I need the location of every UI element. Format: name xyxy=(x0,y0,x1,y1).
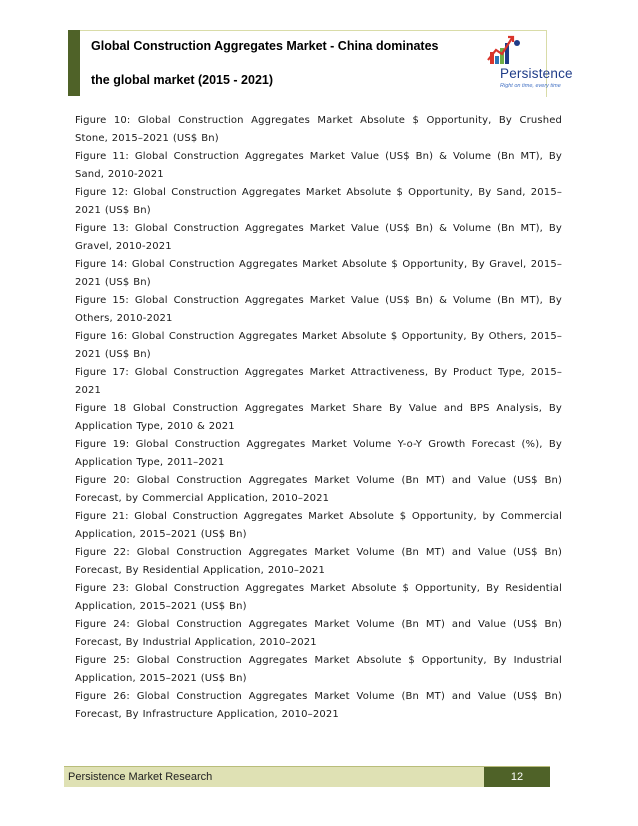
page-footer xyxy=(64,766,550,787)
figure-list-item: Figure 10: Global Construction Aggregates Market Absolute $ Opportunity, By Crushed Stone, 2015–2021 (US$ Bn) xyxy=(75,115,562,144)
figure-list-item: Figure 26: Global Construction Aggregates Market Volume (Bn MT) and Value (US$ Bn) Forecast, By Infrastructure Application, 2010–2021 xyxy=(75,691,562,720)
figure-list-item: Figure 19: Global Construction Aggregates Market Volume Y-o-Y Growth Forecast (%), By Application Type, 2011–2021 xyxy=(75,439,562,468)
figure-list-item: Figure 14: Global Construction Aggregates Market Absolute $ Opportunity, By Gravel, 2015–2021 (US$ Bn) xyxy=(75,259,562,288)
figure-list xyxy=(75,112,562,724)
report-title-line2: the global market (2015 - 2021) xyxy=(91,73,274,87)
report-title-line1: Global Construction Aggregates Market - China dominates xyxy=(91,39,439,53)
figure-list-item: Figure 22: Global Construction Aggregates Market Volume (Bn MT) and Value (US$ Bn) Forecast, By Residential Application, 2010–2021 xyxy=(75,547,562,576)
figure-list-item: Figure 12: Global Construction Aggregates Market Absolute $ Opportunity, By Sand, 2015–2021 (US$ Bn) xyxy=(75,187,562,216)
logo-tagline: Right on time, every time xyxy=(500,83,561,89)
figure-list-item: Figure 25: Global Construction Aggregates Market Absolute $ Opportunity, By Industrial Application, 2015–2021 (US$ Bn) xyxy=(75,655,562,684)
page-number: 12 xyxy=(484,767,550,787)
figure-list-item: Figure 23: Global Construction Aggregates Market Absolute $ Opportunity, By Residential Application, 2015–2021 (US$ Bn) xyxy=(75,583,562,612)
report-title xyxy=(91,39,471,87)
figure-list-item: Figure 16: Global Construction Aggregates Market Absolute $ Opportunity, By Others, 2015–2021 (US$ Bn) xyxy=(75,331,562,360)
figure-list-item: Figure 17: Global Construction Aggregates Market Attractiveness, By Product Type, 2015–2021 xyxy=(75,367,562,396)
figure-list-item: Figure 20: Global Construction Aggregates Market Volume (Bn MT) and Value (US$ Bn) Forecast, by Commercial Application, 2010–2021 xyxy=(75,475,562,504)
figure-list-item: Figure 15: Global Construction Aggregates Market Value (US$ Bn) & Volume (Bn MT), By Others, 2010-2021 xyxy=(75,295,562,324)
figure-list-item: Figure 11: Global Construction Aggregates Market Value (US$ Bn) & Volume (Bn MT), By Sand, 2010-2021 xyxy=(75,151,562,180)
header-accent-bar xyxy=(68,30,80,96)
figure-list-item: Figure 21: Global Construction Aggregates Market Absolute $ Opportunity, by Commercial Application, 2015–2021 (US$ Bn) xyxy=(75,511,562,540)
figure-list-item: Figure 24: Global Construction Aggregates Market Volume (Bn MT) and Value (US$ Bn) Forecast, By Industrial Application, 2010–2021 xyxy=(75,619,562,648)
figure-list-item: Figure 18 Global Construction Aggregates Market Share By Value and BPS Analysis, By Application Type, 2010 & 2021 xyxy=(75,403,562,432)
figure-list-item: Figure 13: Global Construction Aggregates Market Value (US$ Bn) & Volume (Bn MT), By Gravel, 2010-2021 xyxy=(75,223,562,252)
footer-company-name: Persistence Market Research xyxy=(68,771,213,783)
logo-wordmark: Persistence xyxy=(500,66,573,81)
